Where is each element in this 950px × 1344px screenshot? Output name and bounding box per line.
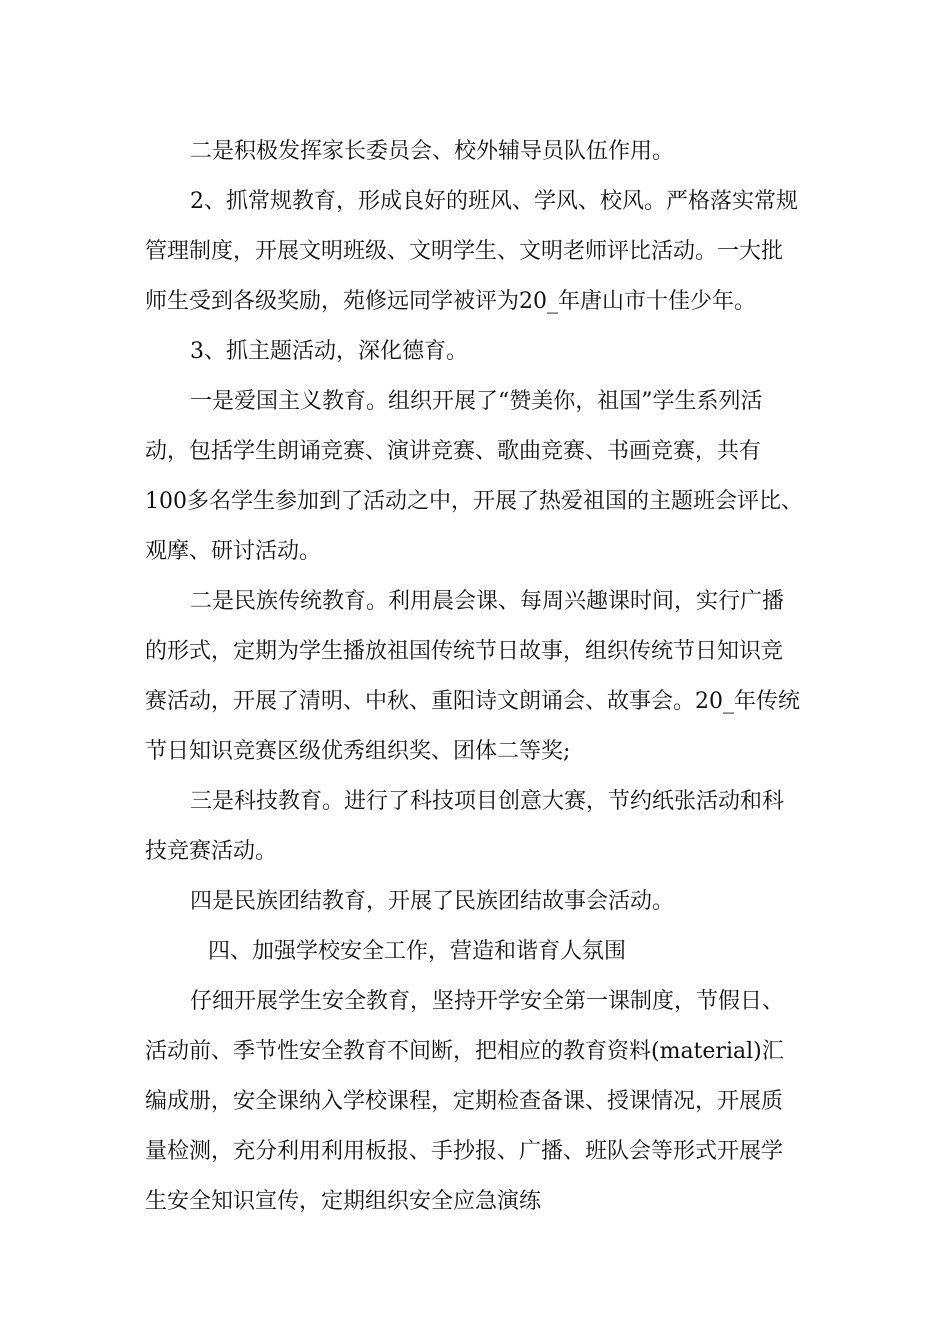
section-heading: 四、加强学校安全工作，营造和谐育人氛围 [208, 939, 627, 964]
paragraph-line-15: 技竞赛活动。 [145, 839, 278, 864]
paragraph-line-1: 二是积极发挥家长委员会、校外辅导员队伍作用。 [190, 139, 675, 164]
paragraph-line-12: 赛活动，开展了清明、中秋、重阳诗文朗诵会、故事会。20_年传统 [145, 689, 800, 714]
paragraph-line-22: 生安全知识宣传，定期组织安全应急演练 [145, 1189, 542, 1214]
paragraph-line-2: 2、抓常规教育，形成良好的班风、学风、校风。严格落实常规 [190, 189, 798, 214]
paragraph-line-18: 仔细开展学生安全教育，坚持开学安全第一课制度，节假日、 [190, 989, 785, 1014]
paragraph-line-9: 观摩、研讨活动。 [145, 539, 322, 564]
paragraph-line-6: 一是爱国主义教育。组织开展了“赞美你，祖国”学生系列活 [190, 389, 763, 414]
paragraph-line-21: 量检测，充分利用利用板报、手抄报、广播、班队会等形式开展学 [145, 1139, 784, 1164]
paragraph-line-3: 管理制度，开展文明班级、文明学生、文明老师评比活动。一大批 [145, 239, 784, 264]
paragraph-line-14: 三是科技教育。进行了科技项目创意大赛，节约纸张活动和科 [190, 789, 785, 814]
paragraph-line-16: 四是民族团结教育，开展了民族团结故事会活动。 [190, 889, 675, 914]
paragraph-line-13: 节日知识竞赛区级优秀组织奖、团体二等奖; [145, 739, 571, 764]
paragraph-line-20: 编成册，安全课纳入学校课程，定期检查备课、授课情况，开展质 [145, 1089, 784, 1114]
paragraph-line-4: 师生受到各级奖励，苑修远同学被评为20_年唐山市十佳少年。 [145, 289, 756, 314]
paragraph-line-19: 活动前、季节性安全教育不间断，把相应的教育资料(material)汇 [145, 1039, 784, 1064]
paragraph-line-7: 动，包括学生朗诵竞赛、演讲竞赛、歌曲竞赛、书画竞赛，共有 [145, 439, 762, 464]
paragraph-line-8: 100多名学生参加到了活动之中，开展了热爱祖国的主题班会评比、 [145, 489, 803, 514]
paragraph-line-11: 的形式，定期为学生播放祖国传统节日故事，组织传统节日知识竞 [145, 639, 784, 664]
paragraph-line-5: 3、抓主题活动，深化德育。 [190, 339, 468, 364]
paragraph-line-10: 二是民族传统教育。利用晨会课、每周兴趣课时间，实行广播 [190, 589, 785, 614]
